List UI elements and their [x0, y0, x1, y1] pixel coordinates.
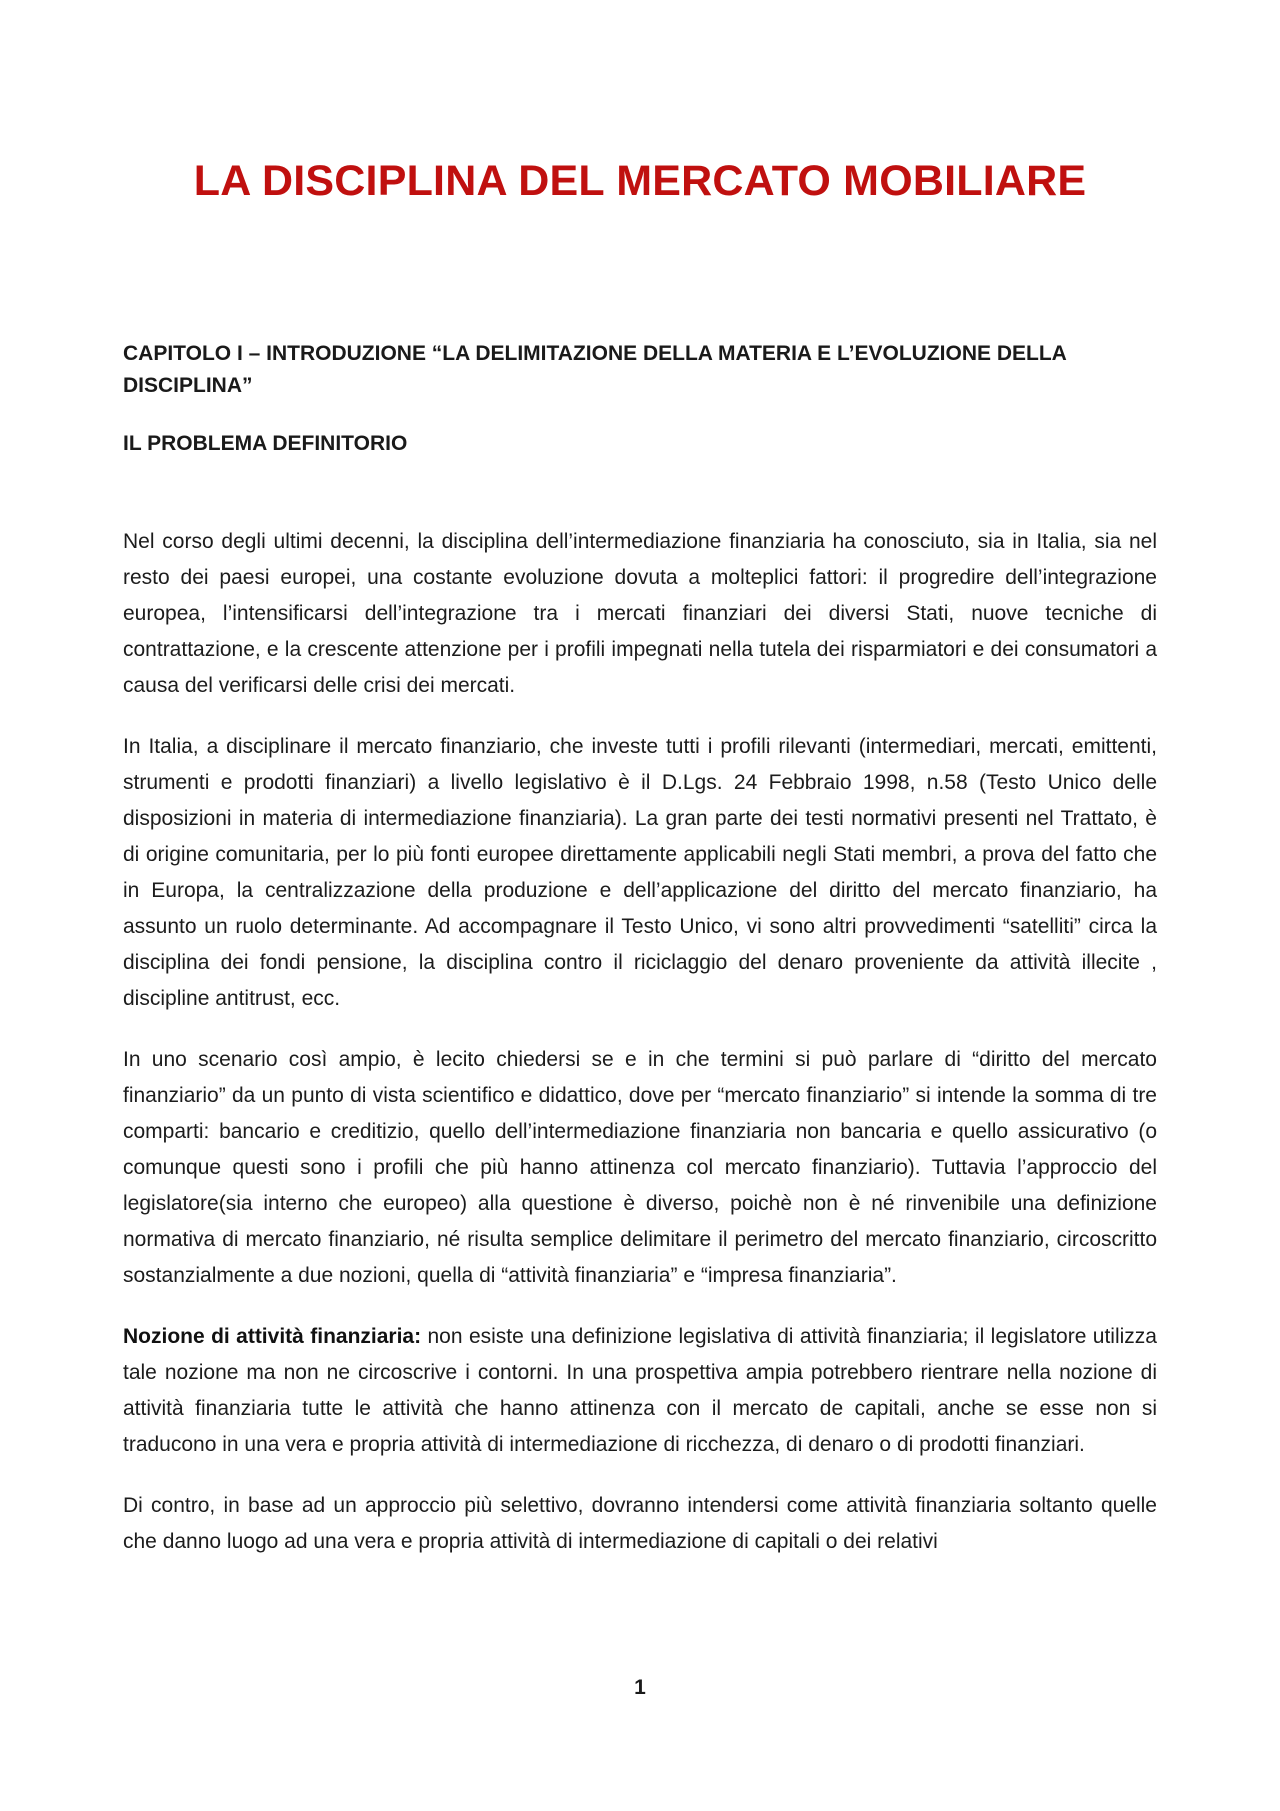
document-title: LA DISCIPLINA DEL MERCATO MOBILIARE	[193, 157, 1087, 205]
paragraph: Di contro, in base ad un approccio più selettivo, dovranno intendersi come attività finanziaria soltanto quelle che danno luogo ad una vera e propria attività di intermediazione di capitali o dei relativi	[123, 1494, 1157, 1553]
definition-paragraph	[123, 1319, 1157, 1463]
page-number: 1	[634, 1676, 646, 1699]
definition-term: Nozione di attività finanziaria:	[123, 1325, 422, 1348]
document-content	[123, 338, 1157, 1585]
section-heading: IL PROBLEMA DEFINITORIO	[123, 432, 408, 455]
paragraph: In uno scenario così ampio, è lecito chiedersi se e in che termini si può parlare di “diritto del mercato finanziario” da un punto di vista scientifico e didattico, dove per “mercato finanziario” si intende la somma di tre comparti: bancario e creditizio, quello dell’intermediazione finanziaria non bancaria e quello assicurativo (o comunque questi sono i profili che più hanno attinenza col mercato finanziario). Tuttavia l’approccio del legislatore(sia interno che europeo) alla questione è diverso, poichè non è né rinvenibile una definizione normativa di mercato finanziario, né risulta semplice delimitare il perimetro del mercato finanziario, circoscritto sostanzialmente a due nozioni, quella di “attività finanziaria” e “impresa finanziaria”.	[123, 1048, 1157, 1287]
chapter-heading: CAPITOLO I – INTRODUZIONE “LA DELIMITAZIONE DELLA MATERIA E L’EVOLUZIONE DELLA DISCIPLINA”	[123, 342, 1067, 397]
document-body	[123, 524, 1157, 1560]
definition-text: non esiste una definizione legislativa di attività finanziaria; il legislatore utilizza tale nozione ma non ne circoscrive i contorni. In una prospettiva ampia potrebbero rientrare nella nozione di attività finanziaria tutte le attività che hanno attinenza con il mercato de capitali, anche se esse non si traducono in una vera e propria attività di intermediazione di ricchezza, di denaro o di prodotti finanziari.	[123, 1325, 1157, 1456]
paragraph: Nel corso degli ultimi decenni, la disciplina dell’intermediazione finanziaria ha conosciuto, sia in Italia, sia nel resto dei paesi europei, una costante evoluzione dovuta a molteplici fattori: il progredire dell’integrazione europea, l’intensificarsi dell’integrazione tra i mercati finanziari dei diversi Stati, nuove tecniche di contrattazione, e la crescente attenzione per i profili impegnati nella tutela dei risparmiatori e dei consumatori a causa del verificarsi delle crisi dei mercati.	[123, 530, 1157, 697]
paragraph: In Italia, a disciplinare il mercato finanziario, che investe tutti i profili rilevanti (intermediari, mercati, emittenti, strumenti e prodotti finanziari) a livello legislativo è il D.Lgs. 24 Febbraio 1998, n.58 (Testo Unico delle disposizioni in materia di intermediazione finanziaria). La gran parte dei testi normativi presenti nel Trattato, è di origine comunitaria, per lo più fonti europee direttamente applicabili negli Stati membri, a prova del fatto che in Europa, la centralizzazione della produzione e dell’applicazione del diritto del mercato finanziario, ha assunto un ruolo determinante. Ad accompagnare il Testo Unico, vi sono altri provvedimenti “satelliti” circa la disciplina dei fondi pensione, la disciplina contro il riciclaggio del denaro proveniente da attività illecite , discipline antitrust, ecc.	[123, 735, 1157, 1010]
